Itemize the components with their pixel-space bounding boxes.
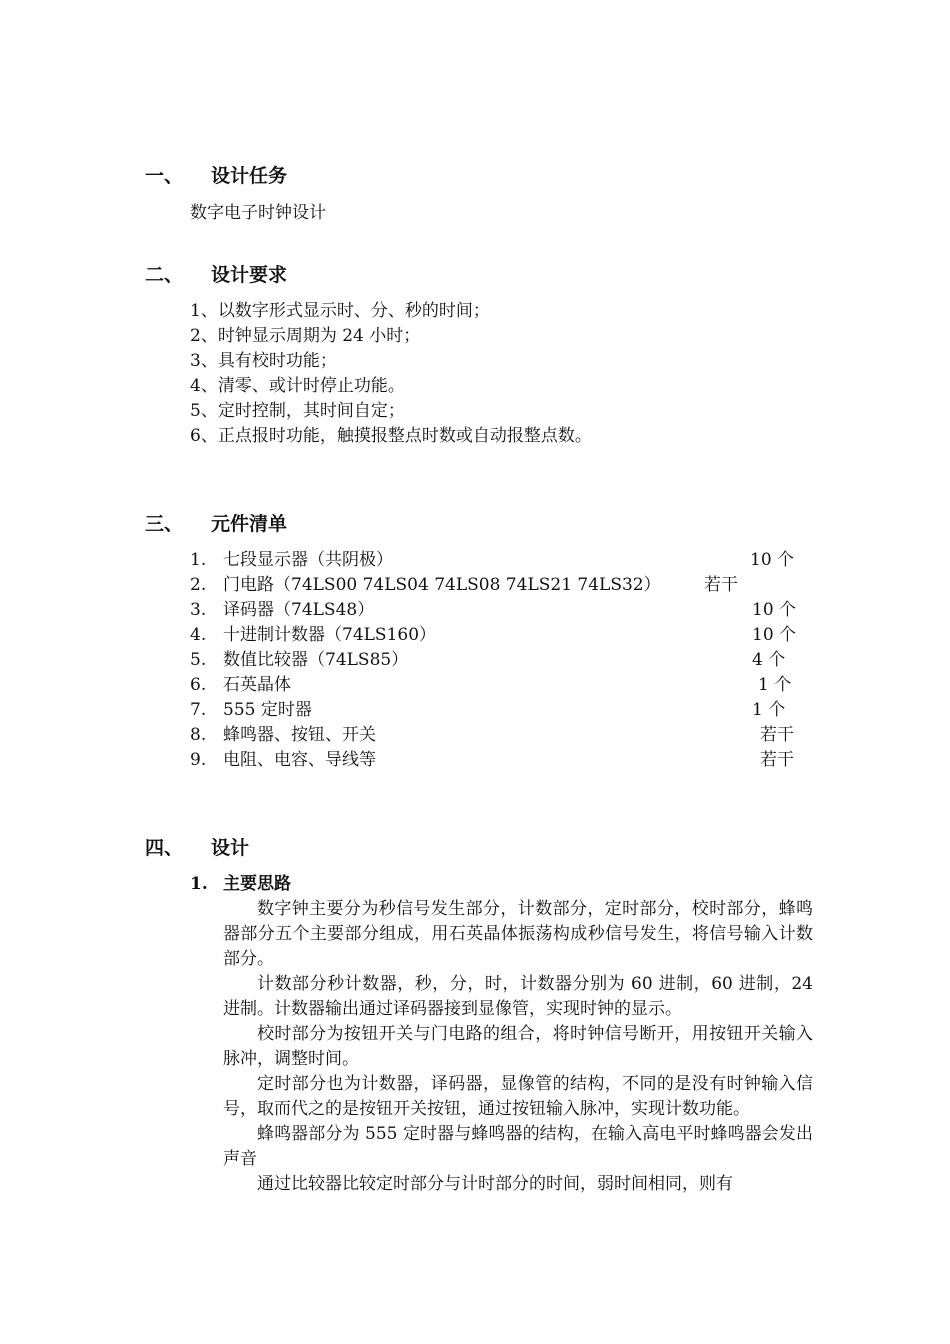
list-item: 1、以数字形式显示时、分、秒的时间； (190, 301, 490, 321)
item-quantity: 1 个 (758, 675, 792, 695)
list-item (190, 598, 810, 623)
section-title: 元件清单 (211, 513, 288, 535)
list-item: 2、时钟显示周期为 24 小时； (190, 326, 421, 346)
list-item: 5、定时控制，其时间自定； (190, 401, 405, 421)
paragraph: 计数部分秒计数器，秒，分，时，计数器分别为 60 进制，60 进制，24 进制。计数器输出通过译码器接到显像管，实现时钟的显示。 (223, 974, 813, 1019)
section-title: 设计任务 (211, 165, 288, 187)
item-name: 石英晶体 (223, 675, 291, 695)
paragraph: 定时部分也为计数器，译码器，显像管的结构，不同的是没有时钟输入信号，取而代之的是按钮开关按钮，通过按钮输入脉冲，实现计数功能。 (223, 1074, 813, 1119)
list-item (190, 648, 810, 673)
section-heading-3 (145, 511, 287, 537)
item-name: 555 定时器 (223, 700, 312, 720)
section-number: 四、 (145, 837, 184, 859)
section-heading-4 (145, 835, 249, 861)
section-number: 三、 (145, 513, 184, 535)
section-number: 一、 (145, 165, 184, 187)
item-name: 电阻、电容、导线等 (223, 750, 376, 770)
paragraph: 蜂鸣器部分为 555 定时器与蜂鸣器的结构，在输入高电平时蜂鸣器会发出声音 (223, 1124, 813, 1169)
item-number: 9. (190, 750, 207, 770)
item-number: 8. (190, 725, 207, 745)
list-item (190, 698, 810, 723)
requirements-list (190, 299, 592, 449)
paragraph: 通过比较器比较定时部分与计时部分的时间，弱时间相同，则有 (257, 1174, 733, 1194)
item-quantity: 10 个 (750, 550, 795, 570)
item-name: 门电路（74LS00 74LS04 74LS08 74LS21 74LS32） (223, 575, 661, 595)
list-item: 6、正点报时功能，触摸报整点时数或自动报整点数。 (190, 426, 592, 446)
item-quantity: 若干 (760, 725, 794, 745)
subsection-number: 1. (190, 874, 208, 894)
item-quantity: 4 个 (752, 650, 786, 670)
item-number: 1. (190, 550, 207, 570)
item-name: 译码器（74LS48） (223, 600, 375, 620)
item-number: 5. (190, 650, 207, 670)
item-quantity: 若干 (760, 750, 794, 770)
item-number: 3. (190, 600, 207, 620)
item-number: 7. (190, 700, 207, 720)
list-item (190, 748, 810, 773)
item-number: 6. (190, 675, 207, 695)
list-item (190, 548, 810, 573)
item-quantity: 1 个 (752, 700, 786, 720)
item-number: 2. (190, 575, 207, 595)
item-quantity: 10 个 (752, 625, 797, 645)
item-quantity: 10 个 (752, 600, 797, 620)
list-item (190, 573, 810, 598)
list-item (190, 623, 810, 648)
item-quantity: 若干 (704, 575, 738, 595)
list-item: 4、清零、或计时停止功能。 (190, 376, 405, 396)
design-description (223, 897, 813, 1197)
item-name: 七段显示器（共阴极） (223, 550, 393, 570)
item-name: 十进制计数器（74LS160） (223, 625, 437, 645)
list-item: 3、具有校时功能； (190, 351, 337, 371)
task-text: 数字电子时钟设计 (190, 203, 326, 223)
section-number: 二、 (145, 264, 184, 286)
section-title: 设计要求 (211, 264, 288, 286)
section-heading-2 (145, 262, 287, 288)
paragraph: 数字钟主要分为秒信号发生部分，计数部分，定时部分，校时部分，蜂鸣器部分五个主要部分组成，用石英晶体振荡构成秒信号发生，将信号输入计数部分。 (223, 899, 813, 969)
section-heading-1 (145, 163, 287, 189)
parts-list (190, 548, 810, 773)
item-number: 4. (190, 625, 207, 645)
subsection-heading (190, 872, 291, 897)
list-item (190, 723, 810, 748)
item-name: 蜂鸣器、按钮、开关 (223, 725, 376, 745)
subsection-title: 主要思路 (223, 874, 291, 894)
list-item (190, 673, 810, 698)
section-title: 设计 (211, 837, 250, 859)
item-name: 数值比较器（74LS85） (223, 650, 409, 670)
paragraph: 校时部分为按钮开关与门电路的组合，将时钟信号断开，用按钮开关输入脉冲，调整时间。 (223, 1024, 813, 1069)
